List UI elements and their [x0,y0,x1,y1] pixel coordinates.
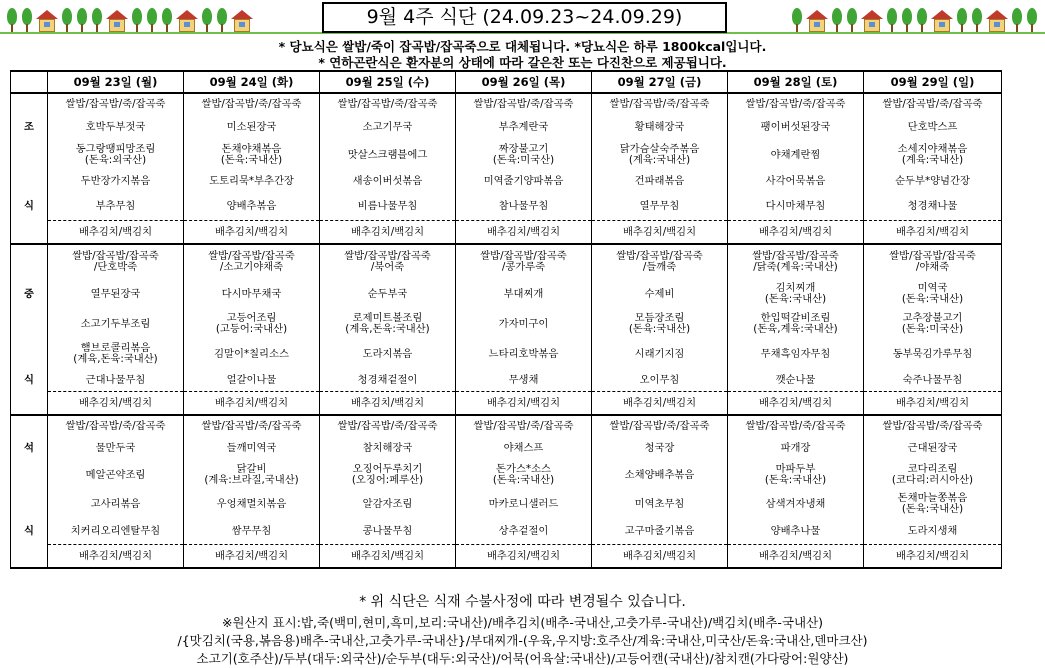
tree-icon [1026,8,1038,32]
menu-cell: 배추김치/백김치 [184,392,320,416]
menu-row [11,279,1002,309]
tree-icon [901,8,913,32]
meal-label: 식 [11,369,48,392]
menu-cell: 쌀밥/잡곡밥/죽/잡곡죽 [456,415,592,436]
menu-cell: 배추김치/백김치 [592,221,728,245]
page-title: 9월 4주 식단 (24.09.23~24.09.29) [322,2,727,33]
menu-cell: 시래기지짐 [592,339,728,369]
menu-cell: 콩나물무침 [320,518,456,545]
tree-icon [886,8,898,32]
menu-cell: 쌀밥/잡곡밥/죽/잡곡죽 [184,93,320,114]
house-icon [36,10,58,32]
meal-label [11,415,48,436]
menu-cell: 알감자조림 [320,490,456,518]
menu-cell: 배추김치/백김치 [728,221,864,245]
menu-cell: 동그랑땡피망조림 (돈육:외국산) [48,140,184,170]
meal-label [11,490,48,518]
menu-cell: 쌀밥/잡곡밥/잡곡죽 /소고기야채죽 [184,244,320,279]
menu-cell: 우엉채멸치볶음 [184,490,320,518]
menu-cell: 상추겉절이 [456,518,592,545]
menu-cell: 물만두국 [48,436,184,460]
menu-cell: 배추김치/백김치 [456,392,592,416]
menu-cell: 청국장 [592,436,728,460]
origin-line-2: /{맛김치(국용,볶음용)배추-국내산,고춧가루-국내산}/부대찌개-(우육,우지방:호주산/계육:국내산,미국산/돈육:국내산,덴마크산) [177,633,868,648]
menu-cell: 쌀밥/잡곡밥/죽/잡곡죽 [592,415,728,436]
menu-cell: 열무된장국 [48,279,184,309]
menu-cell: 야채계란찜 [728,140,864,170]
menu-cell: 무생채 [456,369,592,392]
menu-cell: 배추김치/백김치 [456,221,592,245]
meal-label [11,545,48,569]
house-icon [806,10,828,32]
weekly-menu-table [10,70,1002,569]
menu-cell: 근대나물무침 [48,369,184,392]
menu-cell: 배추김치/백김치 [184,221,320,245]
menu-row [11,339,1002,369]
menu-cell: 느타리호박볶음 [456,339,592,369]
menu-cell: 쌀밥/잡곡밥/잡곡죽 /콩가루죽 [456,244,592,279]
menu-cell: 배추김치/백김치 [48,221,184,245]
tree-icon [201,8,213,32]
meal-label: 중 [11,279,48,309]
menu-cell: 쌀밥/잡곡밥/죽/잡곡죽 [864,93,1002,114]
day-header: 09월 26일 (목) [456,71,592,93]
menu-cell: 호박두부젓국 [48,114,184,140]
menu-cell: 사각어묵볶음 [728,170,864,192]
menu-cell: 팽이버섯된장국 [728,114,864,140]
day-header: 09월 28일 (토) [728,71,864,93]
meal-label: 조 [11,114,48,140]
tree-icon [131,8,143,32]
menu-cell: 미역국 (돈육:국내산) [864,279,1002,309]
menu-cell: 오이무침 [592,369,728,392]
menu-cell: 파개장 [728,436,864,460]
menu-cell: 닭가슴살숙주볶음 (계육:국내산) [592,140,728,170]
menu-row [11,369,1002,392]
menu-cell: 배추김치/백김치 [592,545,728,569]
menu-cell: 쌀밥/잡곡밥/잡곡죽 /단호박죽 [48,244,184,279]
tree-icon [91,8,103,32]
tree-icon [791,8,803,32]
menu-cell: 양배추나물 [728,518,864,545]
menu-row [11,392,1002,416]
menu-cell: 돈채마늘쫑볶음 (돈육:국내산) [864,490,1002,518]
menu-cell: 깻순나물 [728,369,864,392]
menu-cell: 쌈무무침 [184,518,320,545]
menu-row [11,545,1002,569]
tree-icon [76,8,88,32]
house-icon [931,10,953,32]
menu-cell: 열무무침 [592,192,728,221]
menu-cell: 무채흑임자무침 [728,339,864,369]
origin-line-3: 소고기(호주산)/두부(대두:외국산)/순두부(대두:외국산)/어묵(어육살:국내산)/고등어캔(국내산)/참치캔(가다랑어:원양산) [196,651,849,666]
menu-cell: 수제비 [592,279,728,309]
menu-cell: 오징어두루치기 (오징어:페루산) [320,460,456,490]
tree-icon [21,8,33,32]
menu-cell: 얼갈이나물 [184,369,320,392]
menu-cell: 소세지야채볶음 (계육:국내산) [864,140,1002,170]
menu-cell: 양배추볶음 [184,192,320,221]
tree-icon [146,8,158,32]
menu-row [11,140,1002,170]
menu-cell: 다시마무채국 [184,279,320,309]
menu-cell: 미역줄기양파볶음 [456,170,592,192]
menu-cell: 새송이버섯볶음 [320,170,456,192]
house-icon [106,10,128,32]
menu-cell: 김치찌개 (돈육:국내산) [728,279,864,309]
menu-cell: 배추김치/백김치 [48,545,184,569]
tree-icon [846,8,858,32]
menu-cell: 배추김치/백김치 [456,545,592,569]
menu-cell: 동부묵김가루무침 [864,339,1002,369]
house-icon [986,10,1008,32]
day-header: 09월 23일 (월) [48,71,184,93]
menu-cell: 고추장불고기 (돈육:미국산) [864,309,1002,339]
menu-cell: 도라지볶음 [320,339,456,369]
menu-cell: 쌀밥/잡곡밥/죽/잡곡죽 [456,93,592,114]
menu-cell: 배추김치/백김치 [184,545,320,569]
menu-cell: 쌀밥/잡곡밥/죽/잡곡죽 [728,415,864,436]
menu-row [11,518,1002,545]
meal-label: 석 [11,436,48,460]
menu-cell: 로제미트볼조림 (계육,돈육:국내산) [320,309,456,339]
menu-cell: 가자미구이 [456,309,592,339]
tree-icon [956,8,968,32]
menu-row [11,490,1002,518]
menu-cell: 부대찌개 [456,279,592,309]
menu-cell: 소고기무국 [320,114,456,140]
tree-icon [971,8,983,32]
menu-cell: 배추김치/백김치 [864,545,1002,569]
menu-cell: 숙주나물무침 [864,369,1002,392]
menu-cell: 쌀밥/잡곡밥/잡곡죽 /북어죽 [320,244,456,279]
menu-cell: 김말이*칠리소스 [184,339,320,369]
tree-icon [161,8,173,32]
menu-cell: 코다리조림 (코다리:러시아산) [864,460,1002,490]
menu-cell: 근대된장국 [864,436,1002,460]
menu-cell: 쌀밥/잡곡밥/잡곡죽 /야채죽 [864,244,1002,279]
meal-label [11,460,48,490]
menu-cell: 다시마채무침 [728,192,864,221]
menu-cell: 소고기두부조림 [48,309,184,339]
meal-label [11,93,48,114]
day-header-row [11,71,1002,93]
menu-row [11,436,1002,460]
menu-row [11,114,1002,140]
menu-cell: 마카로니샐러드 [456,490,592,518]
tree-icon [916,8,928,32]
menu-cell: 도토리묵*부추간장 [184,170,320,192]
menu-cell: 건파래볶음 [592,170,728,192]
menu-body [11,93,1002,568]
tree-icon [61,8,73,32]
menu-cell: 배추김치/백김치 [864,221,1002,245]
diabetic-note: * 당뇨식은 쌀밥/죽이 잡곡밥/잡곡죽으로 대체됩니다. *당뇨식은 하루 1800kcal입니다. [278,39,767,54]
menu-cell: 순두부국 [320,279,456,309]
menu-cell: 두반장가지볶음 [48,170,184,192]
menu-cell: 청경채겉절이 [320,369,456,392]
house-icon [176,10,198,32]
corner-cell [11,71,48,93]
menu-cell: 쌀밥/잡곡밥/잡곡죽 /닭죽(계육:국내산) [728,244,864,279]
meal-label [11,221,48,245]
menu-cell: 고사리볶음 [48,490,184,518]
menu-cell: 참나물무침 [456,192,592,221]
decoration-left [6,2,318,32]
menu-cell: 배추김치/백김치 [320,392,456,416]
menu-cell: 맛살스크램블에그 [320,140,456,170]
menu-cell: 고등어조림 (고등어:국내산) [184,309,320,339]
menu-cell: 쌀밥/잡곡밥/죽/잡곡죽 [592,93,728,114]
menu-cell: 미역초무침 [592,490,728,518]
menu-cell: 황태해장국 [592,114,728,140]
menu-row [11,309,1002,339]
menu-cell: 돈채야채볶음 (돈육:국내산) [184,140,320,170]
menu-cell: 모듬장조림 (돈육:국내산) [592,309,728,339]
tree-icon [216,8,228,32]
menu-cell: 부추무침 [48,192,184,221]
menu-cell: 배추김치/백김치 [320,221,456,245]
header-banner [0,0,1045,36]
meal-label [11,339,48,369]
day-header: 09월 24일 (화) [184,71,320,93]
tree-icon [6,8,18,32]
tree-icon [1011,8,1023,32]
day-header: 09월 27일 (금) [592,71,728,93]
meal-label [11,140,48,170]
menu-cell: 쌀밥/잡곡밥/죽/잡곡죽 [864,415,1002,436]
house-icon [231,10,253,32]
menu-cell: 햄브로콜리볶음 (계육,돈육:국내산) [48,339,184,369]
menu-row [11,244,1002,279]
house-icon [861,10,883,32]
decoration-right [732,2,1038,32]
menu-cell: 쌀밥/잡곡밥/잡곡죽 /들깨죽 [592,244,728,279]
day-header: 09월 29일 (일) [864,71,1002,93]
meal-label [11,170,48,192]
menu-cell: 단호박스프 [864,114,1002,140]
menu-cell: 마파두부 (돈육:국내산) [728,460,864,490]
menu-cell: 미소된장국 [184,114,320,140]
menu-cell: 닭갈비 (계육:브라질,국내산) [184,460,320,490]
menu-cell: 배추김치/백김치 [592,392,728,416]
menu-cell: 쌀밥/잡곡밥/죽/잡곡죽 [728,93,864,114]
menu-cell: 쌀밥/잡곡밥/죽/잡곡죽 [48,415,184,436]
menu-cell: 짜장불고기 (돈육:미국산) [456,140,592,170]
menu-row [11,192,1002,221]
menu-row [11,93,1002,114]
origin-line-1: ※원산지 표시:밥,죽(백미,현미,흑미,보리:국내산)/배추김치(배추-국내산,고춧가루-국내산)/백김치(배추-국내산) [221,615,824,630]
menu-cell: 배추김치/백김치 [864,392,1002,416]
menu-cell: 치커리오리엔탈무침 [48,518,184,545]
dysphagia-note: * 연하곤란식은 환자분의 상태에 따라 갈은찬 또는 다진찬으로 제공됩니다. [318,55,727,70]
menu-cell: 소채양배추볶음 [592,460,728,490]
menu-row [11,221,1002,245]
menu-row [11,170,1002,192]
day-header: 09월 25일 (수) [320,71,456,93]
meal-label: 식 [11,518,48,545]
menu-cell: 들깨미역국 [184,436,320,460]
menu-cell: 삼색겨자냉채 [728,490,864,518]
meal-label [11,392,48,416]
menu-cell: 배추김치/백김치 [728,392,864,416]
menu-cell: 배추김치/백김치 [320,545,456,569]
menu-cell: 청경채나물 [864,192,1002,221]
menu-cell: 쌀밥/잡곡밥/죽/잡곡죽 [184,415,320,436]
meal-label [11,244,48,279]
menu-cell: 부추계란국 [456,114,592,140]
menu-cell: 돈가스*소스 (돈육:국내산) [456,460,592,490]
menu-cell: 순두부*양념간장 [864,170,1002,192]
menu-row [11,460,1002,490]
menu-cell: 한입떡갈비조림 (돈육,계육:국내산) [728,309,864,339]
menu-cell: 야채스프 [456,436,592,460]
meal-label [11,309,48,339]
menu-cell: 배추김치/백김치 [728,545,864,569]
menu-cell: 비름나물무침 [320,192,456,221]
meal-label: 식 [11,192,48,221]
tree-icon [831,8,843,32]
menu-cell: 배추김치/백김치 [48,392,184,416]
menu-cell: 참치해장국 [320,436,456,460]
menu-cell: 고구마줄기볶음 [592,518,728,545]
menu-cell: 메알곤약조림 [48,460,184,490]
menu-cell: 도라지생채 [864,518,1002,545]
menu-cell: 쌀밥/잡곡밥/죽/잡곡죽 [48,93,184,114]
menu-row [11,415,1002,436]
change-notice: * 위 식단은 식재 수불사정에 따라 변경될수 있습니다. [359,594,686,610]
menu-cell: 쌀밥/잡곡밥/죽/잡곡죽 [320,93,456,114]
menu-cell: 쌀밥/잡곡밥/죽/잡곡죽 [320,415,456,436]
